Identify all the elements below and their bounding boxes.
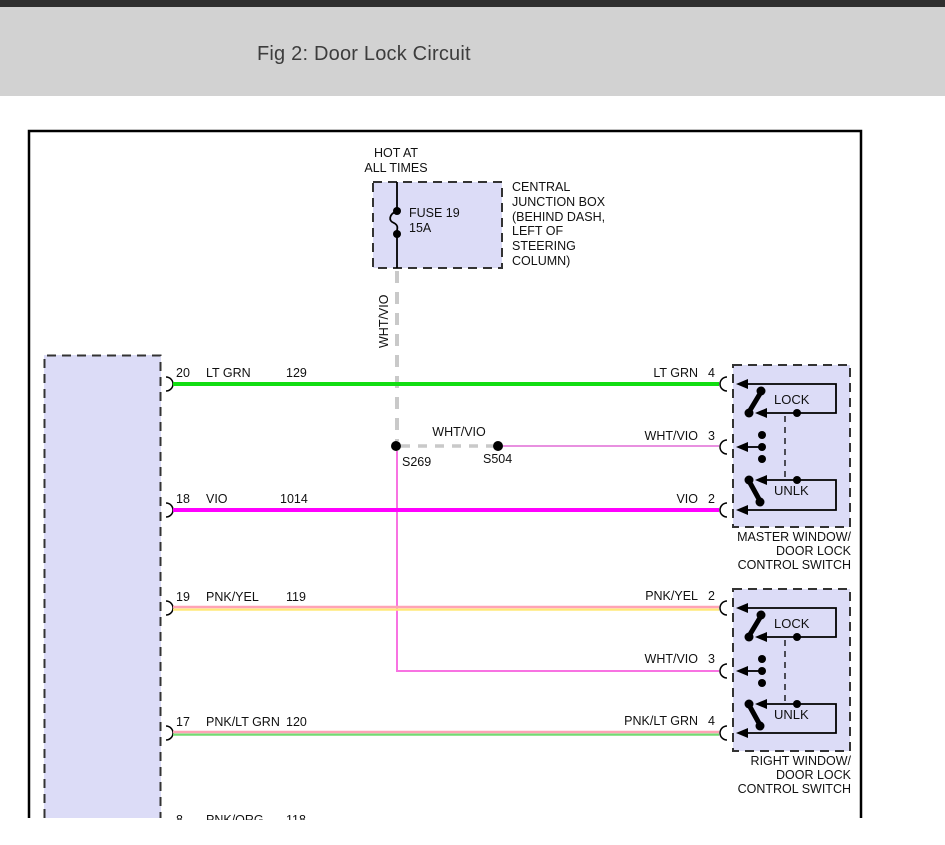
- right-pin-connector: [720, 726, 727, 740]
- splice-s269-label: S269: [402, 455, 432, 469]
- note-line: COLUMN): [512, 254, 571, 268]
- left-pin-connector: [166, 726, 173, 740]
- caption-line: MASTER WINDOW/: [737, 530, 851, 544]
- unlk-label: UNLK: [774, 707, 809, 722]
- pin-number: 19: [176, 590, 190, 604]
- junction-dot: [793, 409, 801, 417]
- wire-color-label: VIO: [206, 492, 228, 506]
- right-pin-connector: [720, 377, 727, 391]
- junction-dot: [793, 633, 801, 641]
- splice-s504-label: S504: [483, 452, 513, 466]
- circuit-number: 119: [286, 590, 306, 604]
- wire-row-pnk-yel: [166, 589, 727, 615]
- right-box-outline: [733, 589, 850, 751]
- wire-color-label: LT GRN: [206, 366, 251, 380]
- central-junction-box: [364, 146, 605, 268]
- wire-color-label: WHT/VIO: [644, 429, 698, 443]
- note-line: JUNCTION BOX: [512, 195, 606, 209]
- pin-number: 20: [176, 366, 190, 380]
- pin-number: 2: [708, 492, 715, 506]
- wire-color-label: PNK/LT GRN: [206, 715, 280, 729]
- wire-row-pnk-lt-grn: [166, 714, 727, 740]
- fuse-rating-label: 15A: [409, 221, 432, 235]
- caption-line: CONTROL SWITCH: [737, 558, 851, 572]
- wire-color-label: VIO: [676, 492, 698, 506]
- fuse-name-label: FUSE 19: [409, 206, 460, 220]
- viewport-clip: [0, 820, 945, 845]
- lock-label: LOCK: [774, 392, 810, 407]
- left-pin-connector: [166, 377, 173, 391]
- pin-number: 2: [708, 589, 715, 603]
- master-switch-caption: [737, 530, 852, 572]
- right-pin-connector: [720, 440, 727, 454]
- wire-color-label: PNK/YEL: [206, 590, 259, 604]
- figure-title: Fig 2: Door Lock Circuit: [257, 43, 471, 65]
- caption-line: DOOR LOCK: [775, 768, 851, 782]
- left-box-fill: [44, 355, 161, 818]
- pin-number: 17: [176, 715, 190, 729]
- wire-color-label: LT GRN: [653, 366, 698, 380]
- left-module-box: [44, 355, 161, 818]
- note-line: (BEHIND DASH,: [512, 210, 606, 224]
- wire-color-label: PNK/LT GRN: [624, 714, 698, 728]
- hot-at-label: HOT AT: [374, 146, 418, 160]
- wire-row-wht-vio-splice: [391, 425, 727, 469]
- note-line: STEERING: [512, 239, 576, 253]
- splice-s269-dot: [391, 441, 401, 451]
- right-pin-connector: [720, 503, 727, 517]
- wire-row-vio: [166, 492, 727, 517]
- note-line: LEFT OF: [512, 224, 564, 238]
- right-switch-caption: [738, 754, 852, 796]
- master-switch-box: [733, 365, 850, 527]
- caption-line: RIGHT WINDOW/: [750, 754, 851, 768]
- pin-number: 4: [708, 714, 715, 728]
- pin-number: 3: [708, 652, 715, 666]
- circuit-number: 120: [286, 715, 307, 729]
- master-box-outline: [733, 365, 850, 527]
- caption-line: DOOR LOCK: [775, 544, 851, 558]
- circuit-number: 1014: [280, 492, 308, 506]
- right-pin-connector: [720, 664, 727, 678]
- wire-color-label: PNK/YEL: [645, 589, 698, 603]
- lock-label: LOCK: [774, 616, 810, 631]
- right-switch-box: [733, 589, 850, 751]
- wire-color-label: WHT/VIO: [432, 425, 486, 439]
- wire-wht-vio-branch: [397, 451, 719, 671]
- unlk-label: UNLK: [774, 483, 809, 498]
- wire-color-label: WHT/VIO: [644, 652, 698, 666]
- junction-box-note: [512, 180, 606, 268]
- left-pin-connector: [166, 601, 173, 615]
- feed-wire-label: WHT/VIO: [377, 294, 391, 348]
- circuit-number: 129: [286, 366, 307, 380]
- all-times-label: ALL TIMES: [364, 161, 428, 175]
- pin-number: 18: [176, 492, 190, 506]
- junction-box-outline: [373, 182, 502, 268]
- right-pin-connector: [720, 601, 727, 615]
- pin-number: 4: [708, 366, 715, 380]
- caption-line: CONTROL SWITCH: [737, 782, 851, 796]
- wire-row-lt-grn: [166, 366, 727, 391]
- pin-number: 3: [708, 429, 715, 443]
- left-pin-connector: [166, 503, 173, 517]
- note-line: CENTRAL: [512, 180, 571, 194]
- splice-s504-dot: [493, 441, 503, 451]
